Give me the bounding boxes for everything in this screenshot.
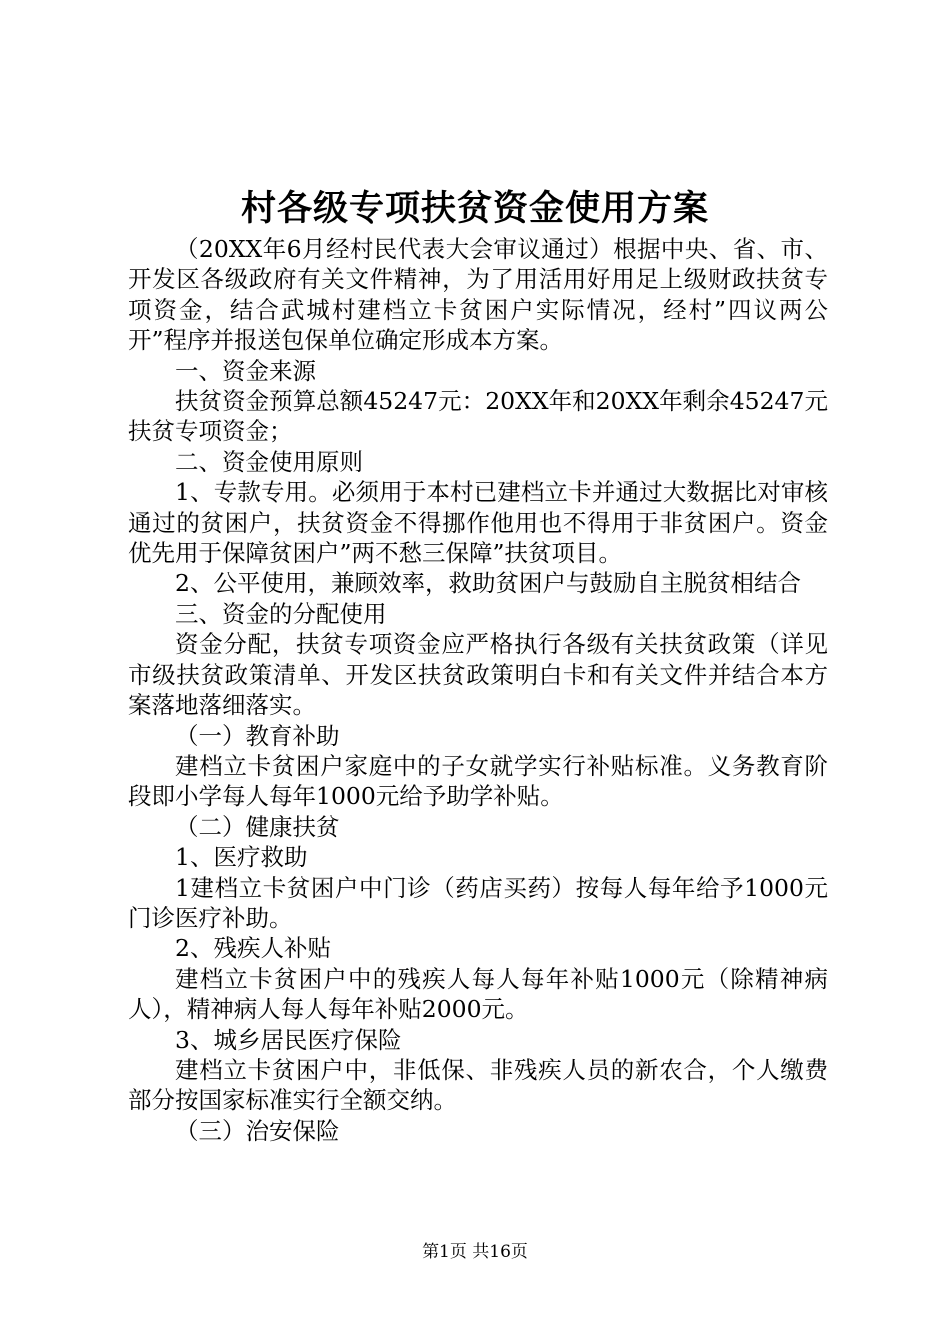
item-heading: 1、医疗救助 [175, 843, 308, 872]
document-title: 村各级专项扶贫资金使用方案 [240, 188, 709, 229]
paragraph: 1建档立卡贫困户中门诊（药店买药）按每人每年给予1000元门诊医疗补助。 [128, 873, 828, 932]
intro-paragraph: （20XX年6月经村民代表大会审议通过）根据中央、省、市、开发区各级政府有关文件精神，为了用活用好用足上级财政扶贫专项资金，结合武城村建档立卡贫困户实际情况，经村”四议两公开”程序并报送包保单位确定形成本方案。 [128, 235, 828, 355]
paragraph: 建档立卡贫困户中，非低保、非残疾人员的新农合，个人缴费部分按国家标准实行全额交纳。 [128, 1055, 828, 1115]
paragraph: 扶贫资金预算总额45247元：20XX年和20XX年剩余45247元扶贫专项资金； [128, 387, 828, 446]
item-heading: 3、城乡居民医疗保险 [175, 1025, 402, 1054]
subsection-heading: （一）教育补助 [175, 721, 340, 750]
document-body [128, 234, 828, 1146]
page-number-footer: 第1页 共16页 [422, 1242, 528, 1262]
section-heading: 三、资金的分配使用 [175, 599, 387, 628]
paragraph: 建档立卡贫困户中的残疾人每人每年补贴1000元（除精神病人），精神病人每人每年补贴2000元。 [128, 964, 828, 1024]
paragraph: 资金分配，扶贫专项资金应严格执行各级有关扶贫政策（详见市级扶贫政策清单、开发区扶贫政策明白卡和有关文件并结合本方案落地落细落实。 [128, 630, 828, 720]
paragraph: 2、公平使用，兼顾效率，救助贫困户与鼓励自主脱贫相结合 [175, 569, 801, 598]
section-heading: 二、资金使用原则 [175, 447, 363, 476]
item-heading: 2、残疾人补贴 [175, 934, 331, 963]
subsection-heading: （三）治安保险 [175, 1116, 340, 1145]
paragraph: 建档立卡贫困户家庭中的子女就学实行补贴标准。义务教育阶段即小学每人每年1000元给予助学补贴。 [128, 751, 828, 811]
paragraph: 1、专款专用。必须用于本村已建档立卡并通过大数据比对审核通过的贫困户，扶贫资金不得挪作他用也不得用于非贫困户。资金优先用于保障贫困户”两不愁三保障”扶贫项目。 [128, 478, 828, 568]
subsection-heading: （二）健康扶贫 [175, 812, 340, 841]
section-heading: 一、资金来源 [175, 356, 316, 385]
